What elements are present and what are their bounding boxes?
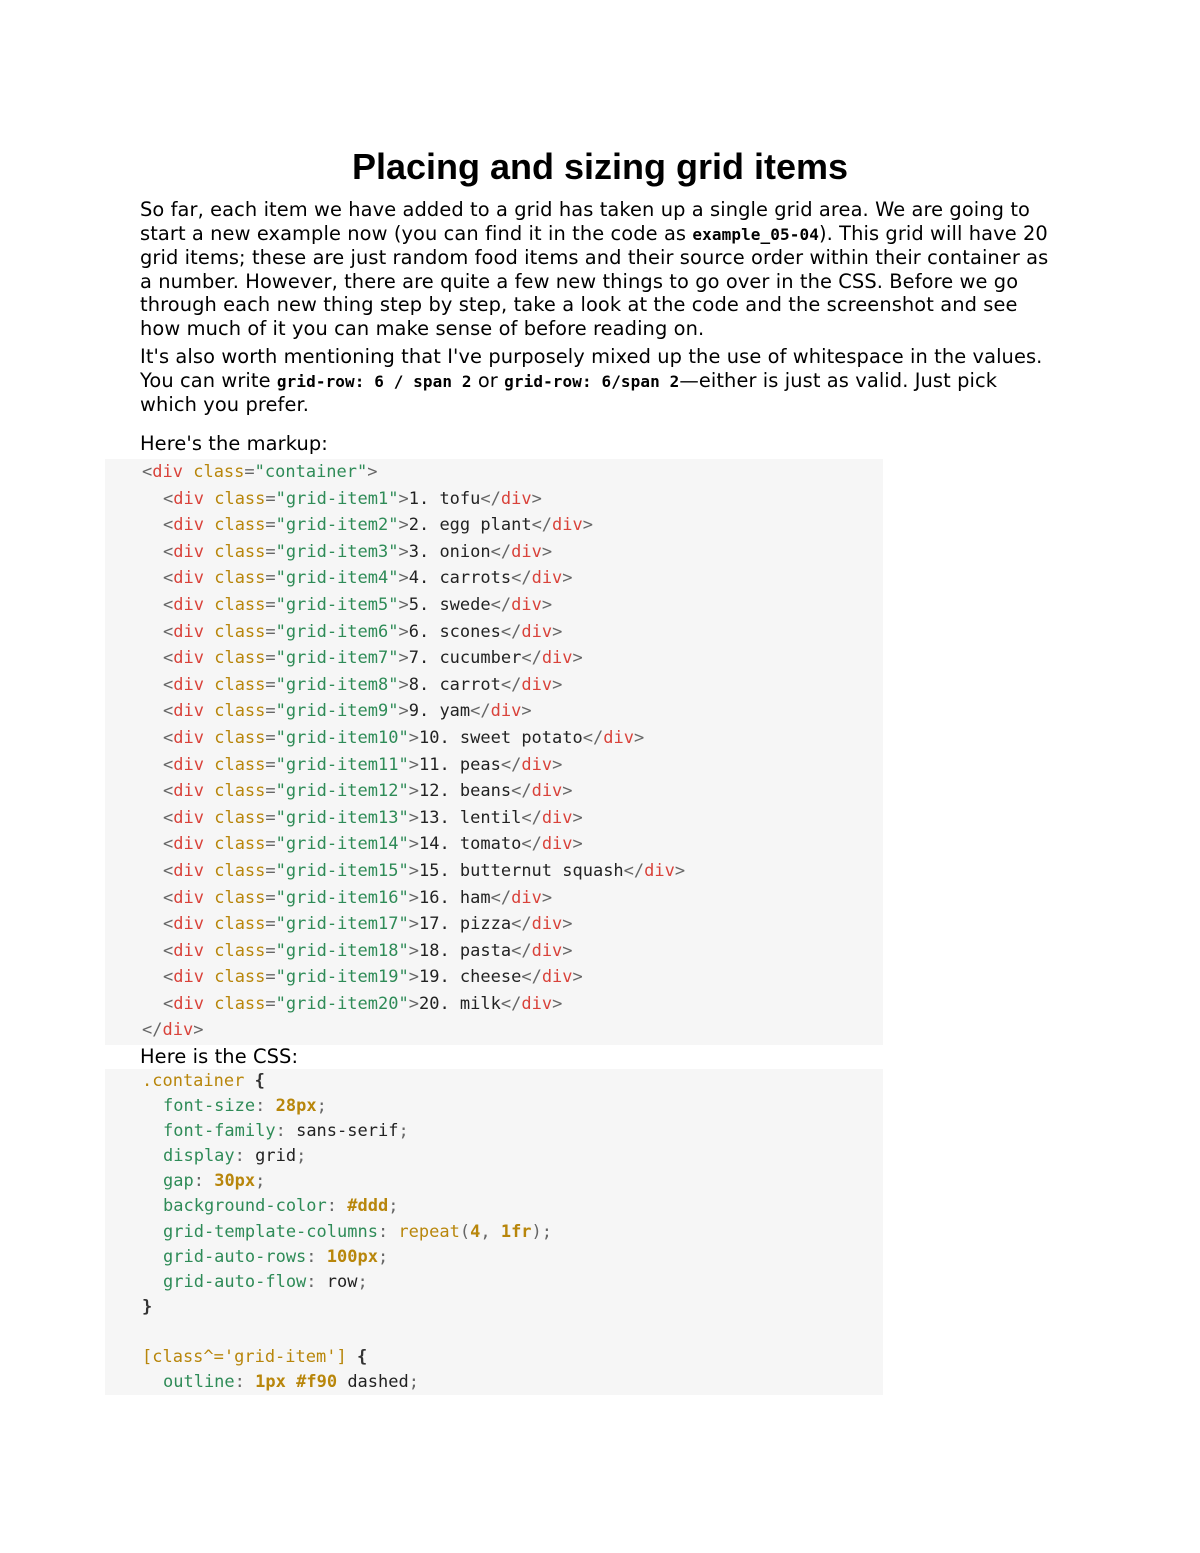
- code-line-grid-item: <div class="grid-item14">14. tomato</div>: [163, 834, 583, 855]
- code-line-grid-item: <div class="grid-item16">16. ham</div>: [163, 887, 553, 908]
- code-line-close: </div>: [142, 1020, 204, 1041]
- code-line-grid-item: <div class="grid-item7">7. cucumber</div>: [163, 648, 583, 669]
- code-line-grid-item: <div class="grid-item13">13. lentil</div>: [163, 807, 583, 828]
- code-line-grid-item: <div class="grid-item2">2. egg plant</div>: [163, 515, 594, 536]
- code-line-grid-item: <div class="grid-item17">17. pizza</div>: [163, 914, 573, 935]
- code-line-grid-item: <div class="grid-item15">15. butternut squash</div>: [163, 860, 686, 881]
- whitespace-text-a: It's also worth mentioning that I've purposely mixed up the use of whitespace in the values. You can write: [140, 345, 1043, 392]
- whitespace-text-b: or: [471, 368, 505, 392]
- code-line-grid-item: <div class="grid-item9">9. yam</div>: [163, 701, 532, 722]
- intro-text-a: So far, each item we have added to a grid has taken up a single grid area. We are going to start a new example now (you can find it in the code as: [140, 198, 1031, 245]
- code-line-grid-item: <div class="grid-item20">20. milk</div>: [163, 993, 563, 1014]
- css-outline-decl: outline: 1px #f90 dashed;: [163, 1372, 419, 1393]
- css-declaration: display: grid;: [163, 1146, 307, 1167]
- css-close-brace: }: [142, 1296, 153, 1317]
- css-declarations: [105, 1094, 883, 1295]
- code-line-grid-item: <div class="grid-item18">18. pasta</div>: [163, 940, 573, 961]
- code-line-grid-item: <div class="grid-item11">11. peas</div>: [163, 754, 563, 775]
- css-blank-line: [105, 1320, 883, 1345]
- markup-intro: Here's the markup:: [140, 432, 328, 455]
- code-line-grid-item: <div class="grid-item10">10. sweet potato</div>: [163, 727, 645, 748]
- css-intro: Here is the CSS:: [140, 1045, 299, 1068]
- code-line-grid-item: <div class="grid-item19">19. cheese</div>: [163, 967, 583, 988]
- code-line-grid-item: <div class="grid-item5">5. swede</div>: [163, 594, 553, 615]
- code-line-grid-item: <div class="grid-item1">1. tofu</div>: [163, 488, 542, 509]
- css-declaration: grid-auto-flow: row;: [163, 1271, 368, 1292]
- code-line-grid-item: <div class="grid-item3">3. onion</div>: [163, 541, 553, 562]
- code-line-open: <div class="container">: [142, 462, 378, 482]
- css-code-block: [105, 1069, 883, 1395]
- grid-row-code-2: grid-row: 6/span 2: [504, 371, 680, 391]
- markup-item-lines: [105, 486, 883, 1018]
- css-declaration: grid-template-columns: repeat(4, 1fr);: [163, 1221, 553, 1242]
- code-line-grid-item: <div class="grid-item6">6. scones</div>: [163, 621, 563, 642]
- example-code: example_05-04: [692, 224, 819, 244]
- css-selector-container: .container {: [142, 1071, 265, 1091]
- intro-text-b: ). This grid will have 20 grid items; these are just random food items and their source order within their container as a number. However, there are quite a few new things to go over in the CSS. Before we go through each new thing step by step, take a look at the code and the screenshot and see how much of it you can make sense of before reading on.: [140, 221, 1049, 340]
- page-title: Placing and sizing grid items: [351, 146, 849, 187]
- whitespace-text-c: —either is just as valid. Just pick which you prefer.: [140, 368, 998, 417]
- code-line-grid-item: <div class="grid-item8">8. carrot</div>: [163, 674, 563, 695]
- whitespace-paragraph: [140, 345, 1060, 417]
- markup-code-block: [105, 459, 883, 1045]
- intro-paragraph: [140, 198, 1060, 341]
- css-declaration: font-size: 28px;: [163, 1096, 327, 1117]
- code-line-grid-item: <div class="grid-item4">4. carrots</div>: [163, 568, 573, 589]
- css-declaration: font-family: sans-serif;: [163, 1121, 409, 1142]
- css-declaration: grid-auto-rows: 100px;: [163, 1246, 389, 1267]
- css-declaration: background-color: #ddd;: [163, 1196, 399, 1217]
- code-line-grid-item: <div class="grid-item12">12. beans</div>: [163, 781, 573, 802]
- css-declaration: gap: 30px;: [163, 1171, 266, 1192]
- css-selector-grid-item: [class^='grid-item'] {: [142, 1347, 368, 1368]
- grid-row-code-1: grid-row: 6 / span 2: [276, 371, 472, 391]
